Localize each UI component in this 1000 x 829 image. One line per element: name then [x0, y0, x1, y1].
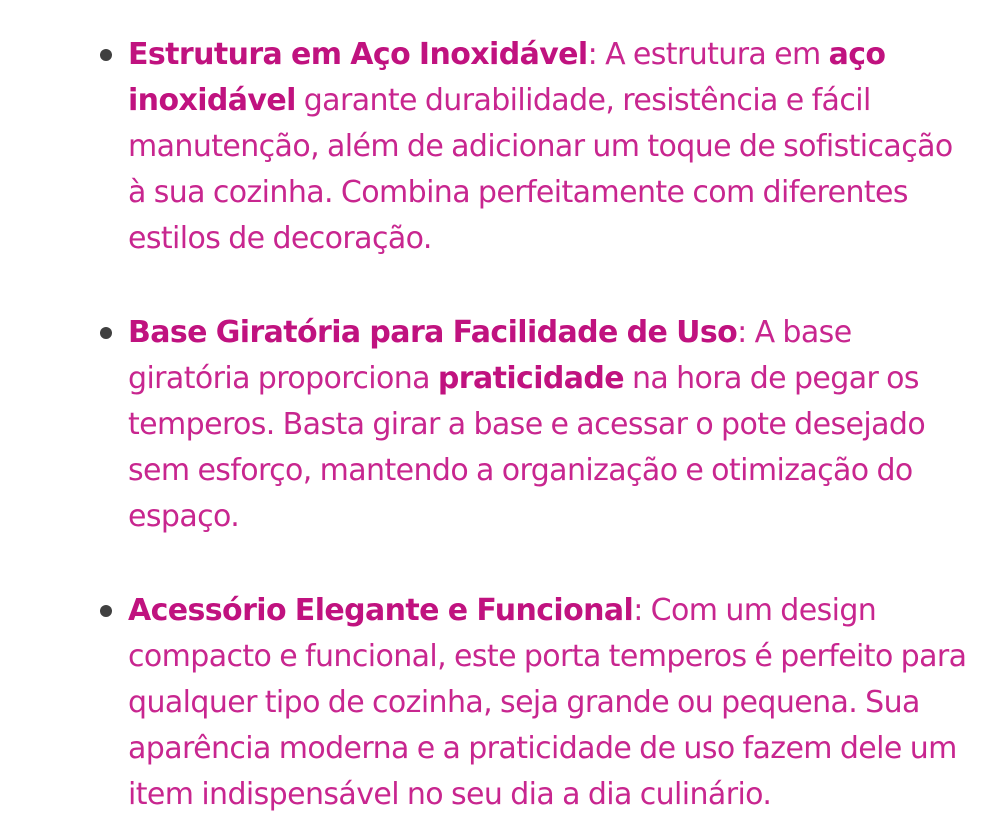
feature-separator: :	[633, 593, 651, 628]
feature-text: na hora de pegar os temperos. Basta girar a base e acessar o pote desejado sem esforço, mantendo a organização e otimização do espaço.	[128, 361, 926, 534]
feature-title: Acessório Elegante e Funcional	[128, 593, 634, 628]
feature-title: Base Giratória para Facilidade de Uso	[128, 315, 738, 350]
feature-text: Com um design compacto e funcional, este porta temperos é perfeito para qualquer tipo de cozinha, seja grande ou pequena. Sua aparência moderna e a praticidade de uso fazem dele um item indispensável no seu dia a dia culinário.	[128, 593, 967, 812]
feature-text: A base giratória proporciona	[128, 315, 852, 396]
feature-item-stainless-steel	[128, 32, 976, 262]
feature-list	[0, 32, 976, 818]
feature-item-elegant-accessory	[128, 588, 976, 818]
feature-text: A estrutura em	[605, 37, 829, 72]
feature-separator: :	[737, 315, 755, 350]
feature-separator: :	[587, 37, 606, 72]
feature-text: garante durabilidade, resistência e fácil manutenção, além de adicionar um toque de sofisticação à sua cozinha. Combina perfeitamente com diferentes estilos de decoração.	[128, 83, 953, 256]
feature-highlight: aço inoxidável	[128, 37, 886, 118]
feature-item-rotating-base	[128, 310, 976, 540]
feature-title: Estrutura em Aço Inoxidável	[128, 37, 588, 72]
feature-highlight: praticidade	[437, 361, 625, 396]
